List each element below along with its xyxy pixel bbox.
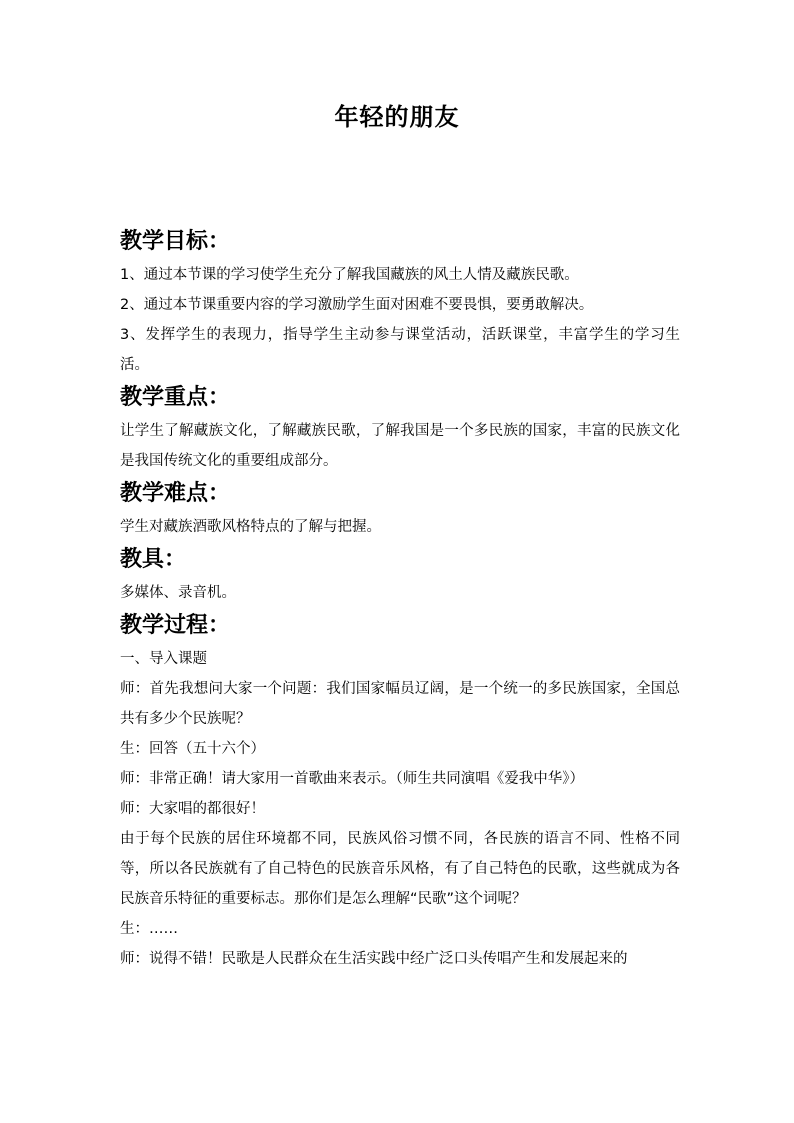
section-difficulties — [120, 476, 680, 542]
section-heading-difficulties: 教学难点： — [120, 481, 231, 506]
key-points-text: 让学生了解藏族文化，了解藏族民歌，了解我国是一个多民族的国家，丰富的民族文化是我国传统文化的重要组成部分。 — [120, 423, 680, 469]
section-tools — [120, 542, 680, 608]
objective-item: 3、发挥学生的表现力，指导学生主动参与课堂活动，活跃课堂，丰富学生的学习生活。 — [120, 327, 680, 373]
objective-item: 2、通过本节课重要内容的学习激励学生面对困难不要畏惧，要勇敢解决。 — [120, 297, 594, 313]
document-title: 年轻的朋友 — [334, 103, 460, 131]
difficulties-text: 学生对藏族酒歌风格特点的了解与把握。 — [120, 519, 381, 535]
section-process — [120, 608, 680, 974]
section-heading-objectives: 教学目标： — [120, 229, 231, 254]
tools-text: 多媒体、录音机。 — [120, 585, 236, 601]
objective-item: 1、通过本节课的学习使学生充分了解我国藏族的风土人情及藏族民歌。 — [120, 267, 579, 283]
process-line: 师：大家唱的都很好！ — [120, 801, 265, 817]
process-line: 师：首先我想问大家一个问题：我们国家幅员辽阔，是一个统一的多民族国家，全国总共有多少个民族呢？ — [120, 681, 680, 727]
process-line: 生：…… — [120, 921, 178, 937]
section-heading-process: 教学过程： — [120, 613, 231, 638]
section-heading-tools: 教具： — [120, 547, 187, 572]
process-line: 师：非常正确！请大家用一首歌曲来表示。（师生共同演唱《爱我中华》） — [120, 771, 584, 787]
document-body — [120, 224, 680, 974]
process-line: 一、导入课题 — [120, 651, 207, 667]
process-line: 由于每个民族的居住环境都不同，民族风俗习惯不同，各民族的语言不同、性格不同等，所以各民族就有了自己特色的民族音乐风格，有了自己特色的民歌，这些就成为各民族音乐特征的重要标志。那你们是怎么理解“民歌”这个词呢？ — [120, 831, 680, 907]
process-line: 生：回答（五十六个） — [120, 741, 265, 757]
process-line: 师：说得不错！民歌是人民群众在生活实践中经广泛口头传唱产生和发展起来的 — [120, 951, 628, 967]
section-key-points — [120, 380, 680, 476]
section-heading-key-points: 教学重点： — [120, 385, 231, 410]
section-objectives — [120, 224, 680, 380]
